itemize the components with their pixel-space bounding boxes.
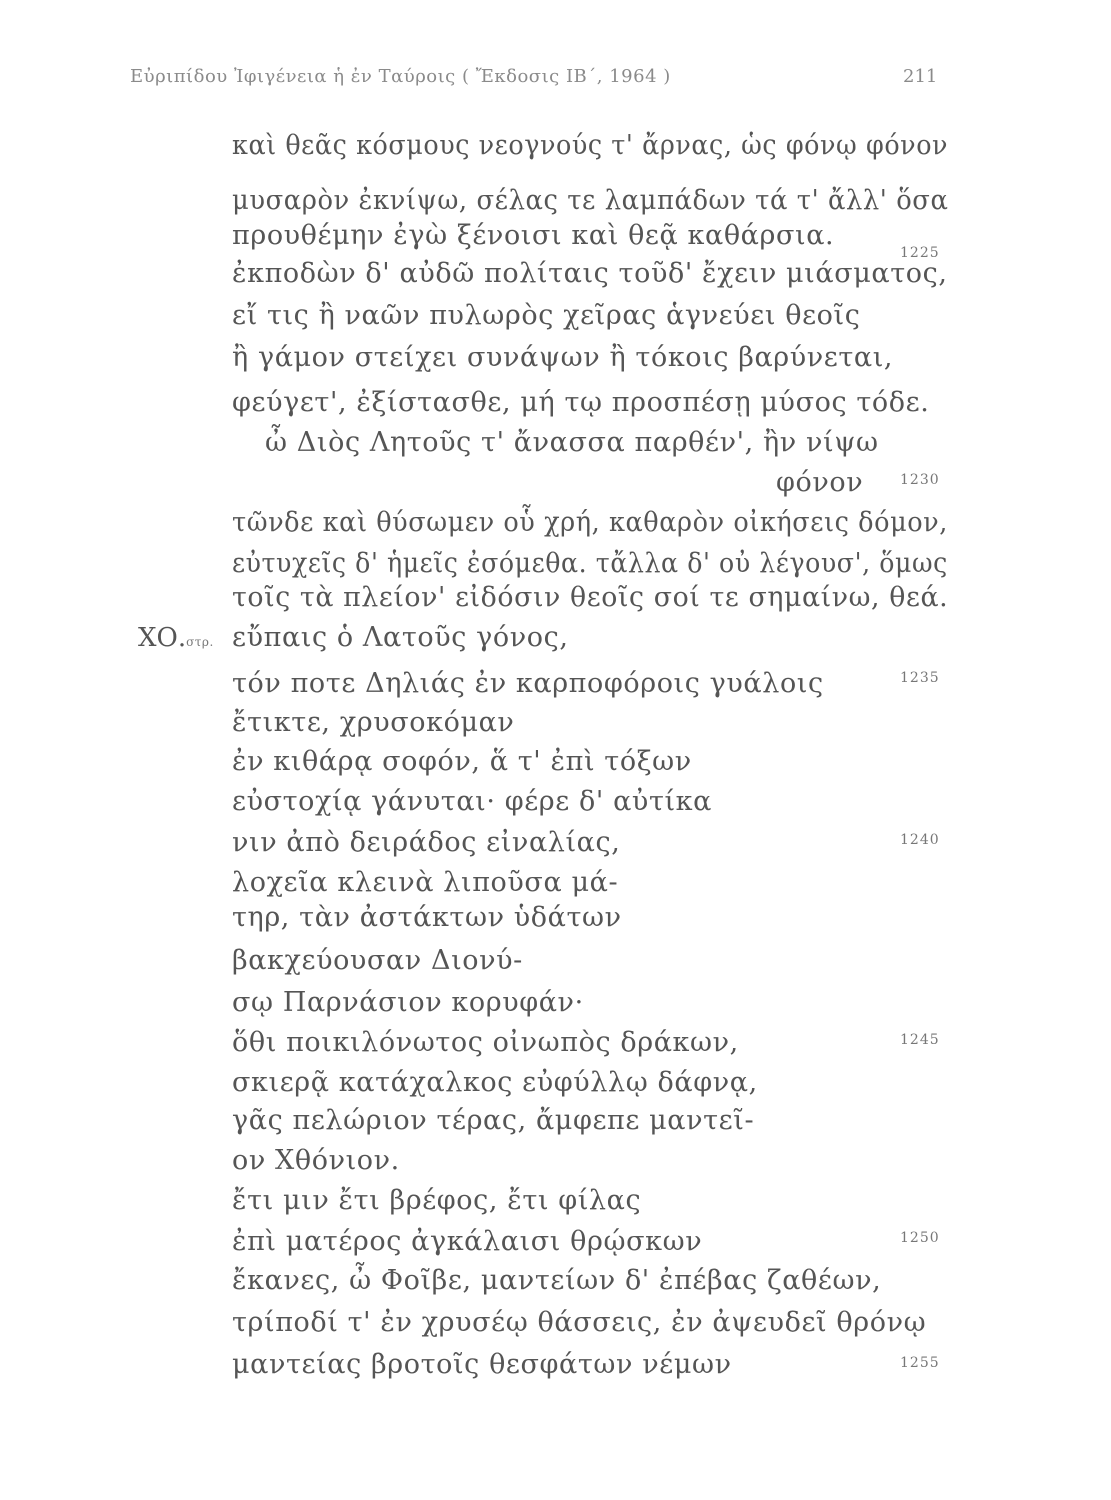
verse-line: γᾶς πελώριον τέρας, ἄμφεπε μαντεῖ- — [232, 1105, 755, 1136]
verse-line: νιν ἀπὸ δειράδος εἰναλίας, — [232, 827, 621, 858]
page-number: 211 — [903, 66, 938, 87]
verse-line: ον Χθόνιον. — [232, 1145, 400, 1176]
verse-line: λοχεῖα κλεινὰ λιποῦσα μά- — [232, 867, 619, 898]
line-number: 1225 — [900, 245, 940, 261]
verse-line: ἔτικτε, χρυσοκόμαν — [232, 707, 515, 738]
line-number: 1230 — [900, 472, 940, 488]
verse-line: σκιερᾷ κατάχαλκος εὐφύλλῳ δάφνᾳ, — [232, 1067, 758, 1098]
line-number: 1235 — [900, 670, 940, 686]
verse-line: σῳ Παρνάσιον κορυφάν· — [232, 987, 584, 1018]
verse-line: φόνον — [776, 467, 864, 498]
verse-line: μυσαρὸν ἐκνίψω, σέλας τε λαμπάδων τά τ' ἄλλ' ὅσα — [232, 185, 949, 216]
verse-line: τόν ποτε Δηλιάς ἐν καρποφόροις γυάλοις — [232, 668, 824, 699]
verse-line: τηρ, τὰν ἀστάκτων ὑδάτων — [232, 902, 622, 933]
line-number: 1245 — [900, 1032, 940, 1048]
verse-line: ἐπὶ ματέρος ἀγκάλαισι θρῴσκων — [232, 1226, 703, 1257]
verse-line: ἐκποδὼν δ' αὐδῶ πολίταις τοῦδ' ἔχειν μιάσματος, — [232, 258, 948, 289]
verse-line: εἴ τις ἢ ναῶν πυλωρὸς χεῖρας ἁγνεύει θεοῖς — [232, 300, 861, 331]
verse-line: ἔτι μιν ἔτι βρέφος, ἔτι φίλας — [232, 1185, 642, 1216]
speaker-name: ΧΟ. — [138, 623, 187, 653]
verse-line: τῶνδε καὶ θύσωμεν οὗ χρή, καθαρὸν οἰκήσεις δόμον, — [232, 507, 948, 538]
verse-line: τρίποδί τ' ἐν χρυσέῳ θάσσεις, ἐν ἀψευδεῖ θρόνῳ — [232, 1307, 927, 1338]
verse-line: μαντείας βροτοῖς θεσφάτων νέμων — [232, 1349, 732, 1380]
verse-line: εὐτυχεῖς δ' ἡμεῖς ἐσόμεθα. τἄλλα δ' οὐ λέγουσ', ὅμως — [232, 548, 948, 579]
verse-line: φεύγετ', ἐξίστασθε, μή τῳ προσπέσῃ μύσος τόδε. — [232, 387, 930, 418]
verse-line: βακχεύουσαν Διονύ- — [232, 945, 523, 976]
line-number: 1250 — [900, 1230, 940, 1246]
verse-line: ὦ Διὸς Λητοῦς τ' ἄνασσα παρθέν', ἢν νίψω — [265, 427, 879, 458]
verse-line: καὶ θεᾶς κόσμους νεογνούς τ' ἄρνας, ὡς φόνῳ φόνον — [232, 130, 949, 161]
verse-line: εὐστοχίᾳ γάνυται· φέρε δ' αὐτίκα — [232, 786, 712, 817]
verse-line: ἐν κιθάρᾳ σοφόν, ἅ τ' ἐπὶ τόξων — [232, 746, 692, 777]
verse-line: εὔπαις ὁ Λατοῦς γόνος, — [232, 622, 569, 653]
strophe-marker: στρ. — [186, 635, 214, 649]
verse-line: ὅθι ποικιλόνωτος οἰνωπὸς δράκων, — [232, 1027, 739, 1058]
line-number: 1240 — [900, 832, 940, 848]
running-head: Εὐριπίδου Ἰφιγένεια ἡ ἐν Ταύροις ( Ἔκδοσις ΙΒ΄, 1964 ) — [130, 66, 671, 87]
line-number: 1255 — [900, 1355, 940, 1371]
verse-line: προυθέμην ἐγὼ ξένοισι καὶ θεᾷ καθάρσια. — [232, 220, 835, 251]
verse-line: τοῖς τὰ πλείον' εἰδόσιν θεοῖς σοί τε σημαίνω, θεά. — [232, 582, 949, 613]
verse-line: ἢ γάμον στείχει συνάψων ἢ τόκοις βαρύνεται, — [232, 342, 894, 373]
verse-line: ἔκανες, ὦ Φοῖβε, μαντείων δ' ἐπέβας ζαθέων, — [232, 1265, 882, 1296]
